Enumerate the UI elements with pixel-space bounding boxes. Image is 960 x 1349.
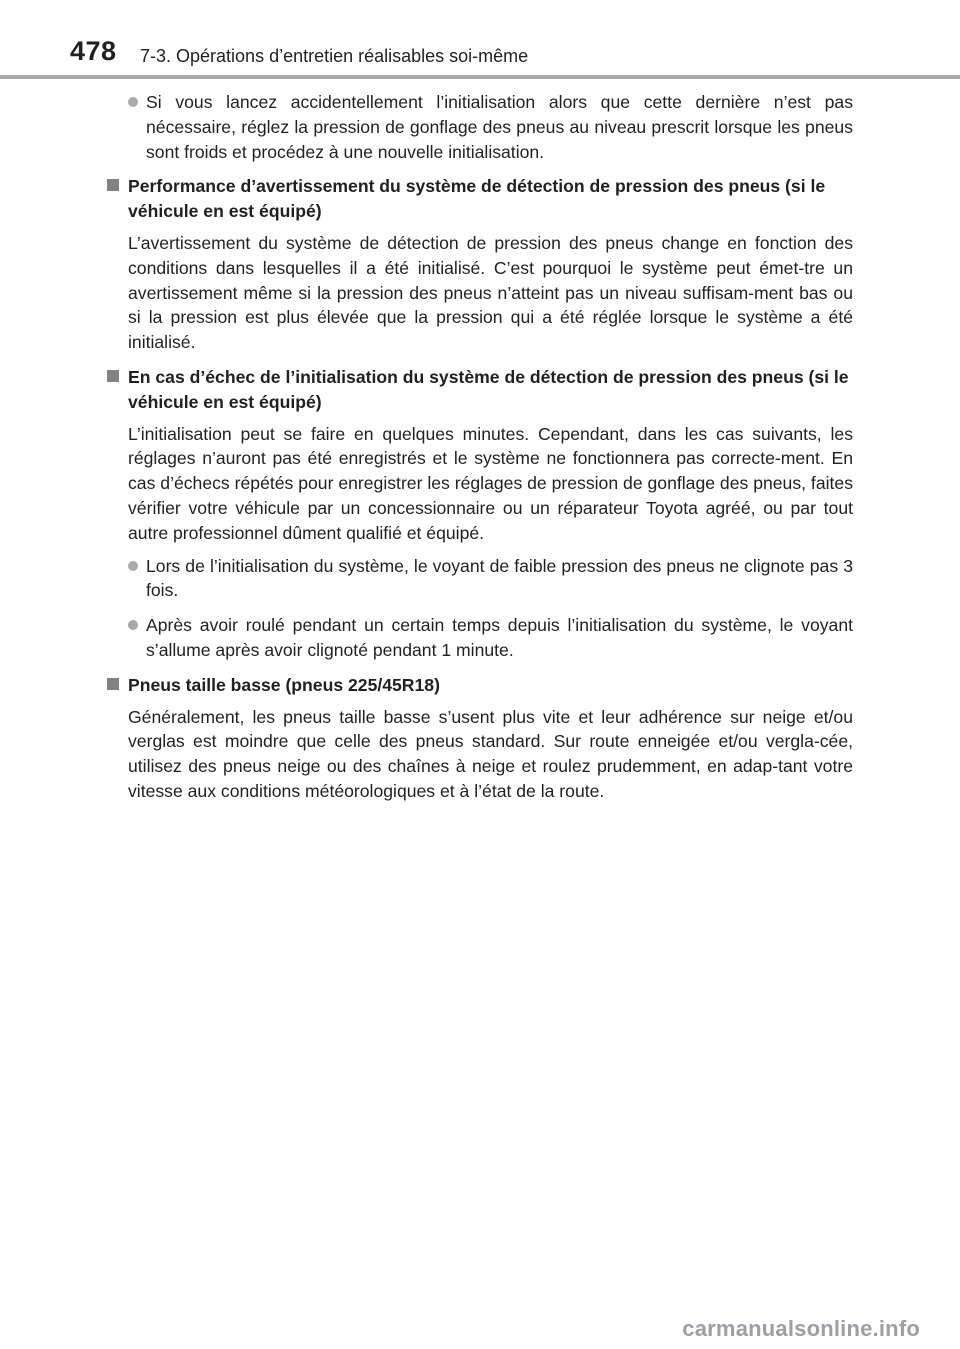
- section-heading-text: Performance d’avertissement du système de détection de pression des pneus (si le véhicule en est équipé): [128, 176, 826, 222]
- page-number: 478: [70, 36, 117, 66]
- section-paragraph: L’avertissement du système de détection de pression des pneus change en fonction des conditions dans lesquelles il a été initialisé. C’est pourquoi le système peut émet-tre un avertissement même si la pression des pneus n’atteint pas un niveau suffisam-ment bas ou si la pression est plus élevée que la pression qui a été réglée lorsque le système a été initialisé.: [128, 232, 853, 353]
- section-heading: [107, 673, 853, 698]
- list-item: [107, 613, 853, 663]
- square-bullet-icon: [107, 678, 119, 690]
- footer-watermark: carmanualsonline.info: [682, 1316, 920, 1341]
- intro-bullet: [107, 90, 853, 164]
- section-paragraph: Généralement, les pneus taille basse s’usent plus vite et leur adhérence sur neige et/ou verglas est moindre que celle des pneus standard. Sur route enneigée et/ou vergla-cée, utilisez des pneus neige ou des chaînes à neige et roulez prudemment, en adap-tant votre vitesse aux conditions météorologiques et à l’état de la route.: [128, 706, 853, 801]
- section-low-profile-tires: [107, 673, 853, 804]
- bullet-dot-icon: [128, 97, 138, 107]
- page-content: [107, 90, 853, 814]
- bullet-text: Après avoir roulé pendant un certain temps depuis l’initialisation du système, le voyant s’allume après avoir clignoté pendant 1 minute.: [146, 615, 853, 660]
- square-bullet-icon: [107, 370, 119, 382]
- bullet-dot-icon: [128, 620, 138, 630]
- section-title: 7-3. Opérations d’entretien réalisables soi-même: [140, 46, 529, 66]
- section-paragraph: L’initialisation peut se faire en quelques minutes. Cependant, dans les cas suivants, les réglages n’auront pas été enregistrés et le système ne fonctionnera pas correcte-ment. En cas d’échecs répétés pour enregistrer les réglages de pression de gonflage des pneus, faites vérifier votre véhicule par un concessionnaire ou un réparateur Toyota agréé, ou par tout autre professionnel dûment qualifié et équipé.: [128, 423, 853, 543]
- page-header: [0, 0, 960, 80]
- section-tpws-warning-performance: [107, 174, 853, 355]
- square-bullet-icon: [107, 179, 119, 191]
- bullet-text: Si vous lancez accidentellement l’initialisation alors que cette dernière n’est pas nécessaire, réglez la pression de gonflage des pneus au niveau prescrit lorsque les pneus sont froids et procédez à une nouvelle initialisation.: [146, 92, 853, 162]
- bullet-dot-icon: [128, 561, 138, 571]
- section-initialization-failure: [107, 365, 853, 663]
- header-rule: [0, 75, 960, 79]
- section-heading: [107, 365, 853, 415]
- list-item: [107, 554, 853, 604]
- section-heading-text: En cas d’échec de l’initialisation du système de détection de pression des pneus (si le véhicule en est équipé): [128, 366, 849, 412]
- bullet-text: Lors de l’initialisation du système, le voyant de faible pression des pneus ne clignote pas 3 fois.: [146, 555, 853, 601]
- section-heading: [107, 174, 853, 224]
- section-heading-text: Pneus taille basse (pneus 225/45R18): [128, 674, 440, 695]
